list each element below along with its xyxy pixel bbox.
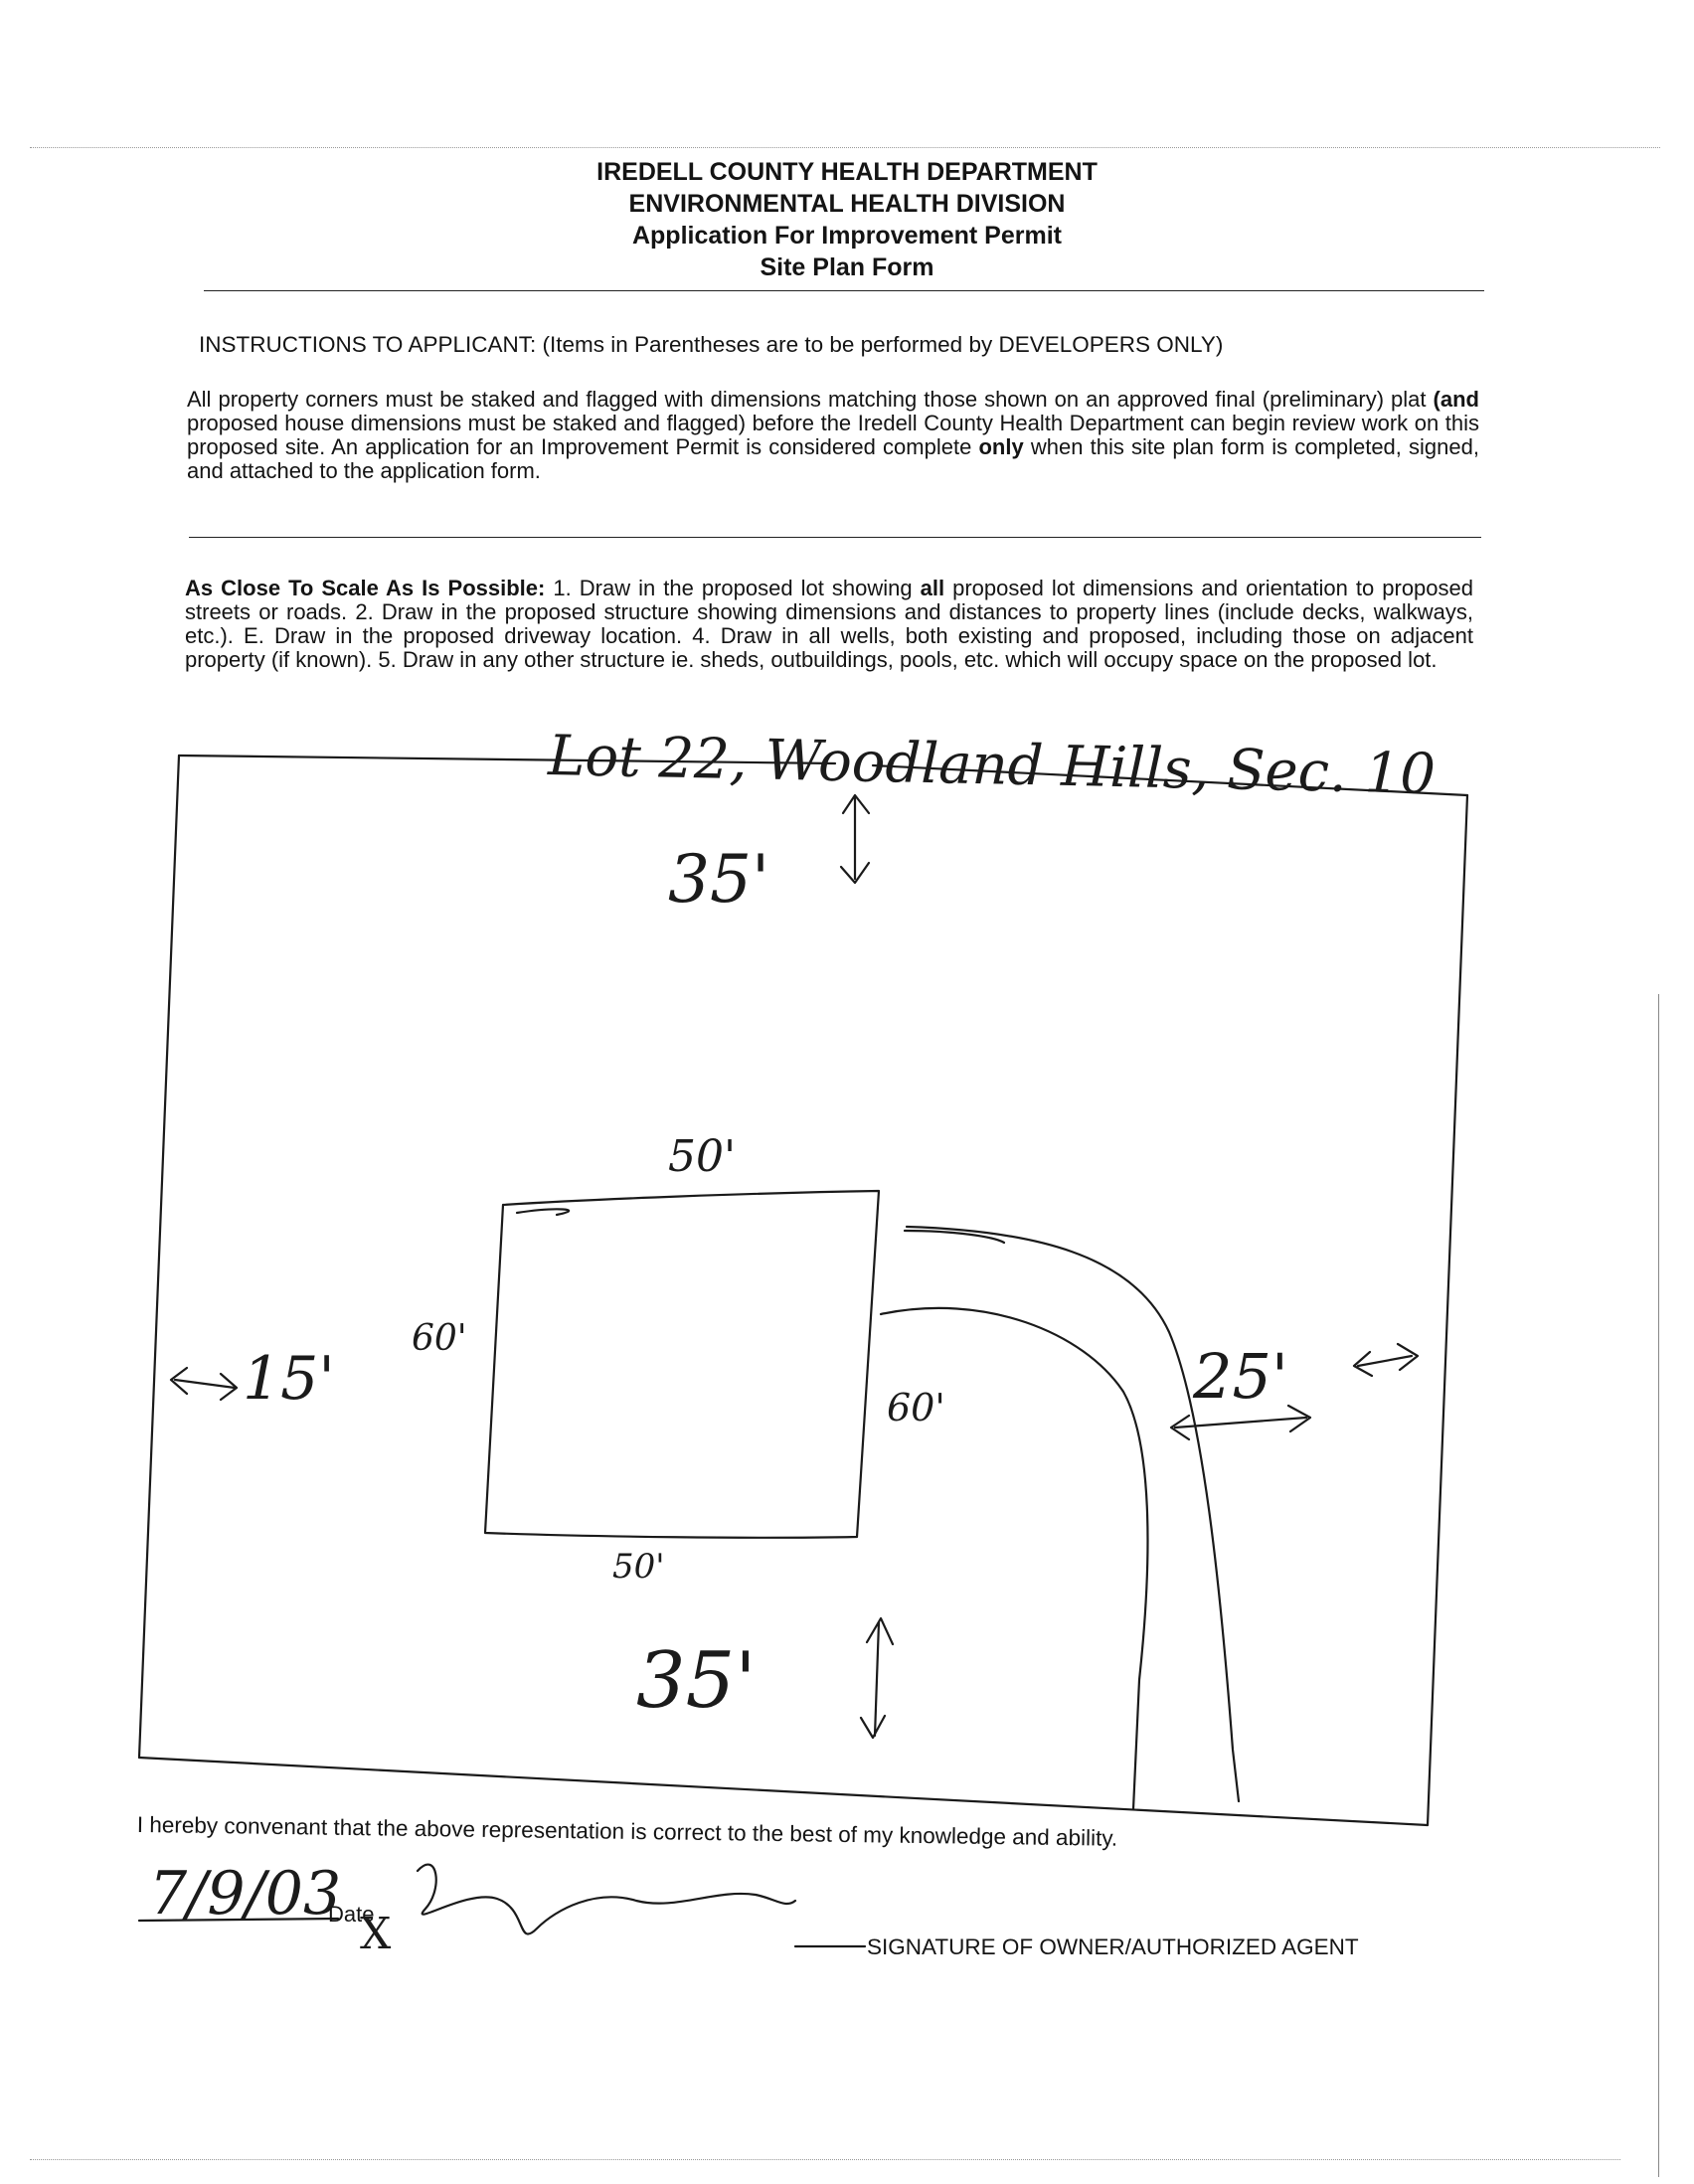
form-header-application: Application For Improvement Permit: [631, 222, 1062, 250]
instructions-bold-and: (and: [1433, 387, 1479, 412]
house-left-dimension: 60': [412, 1318, 467, 1359]
rear-setback-arrow: [861, 1618, 893, 1738]
right-scan-edge: [1658, 994, 1659, 2177]
signature-x-mark: X: [360, 1909, 392, 1959]
house-footprint: [485, 1191, 879, 1538]
right-setback-arrow-1: [1354, 1344, 1418, 1376]
instructions-text-mid: proposed house dimensions must be staked and flagged) before the Iredell County Health Department can begin review work on this proposed site. An application for an Improvement Permit is considered complete: [187, 411, 1479, 459]
front-setback-label: 35': [668, 841, 770, 918]
driveway-inner: [881, 1308, 1147, 1809]
signature-caption: SIGNATURE OF OWNER/AUTHORIZED AGENT: [867, 1934, 1359, 1959]
lot-boundary-left: [139, 756, 179, 1758]
signature-scribble: [418, 1865, 795, 1934]
scale-heading: As Close To Scale As Is Possible:: [185, 576, 546, 600]
instructions-text-lead: All property corners must be staked and flagged with dimensions matching those shown on an approved final (preliminary) plat: [187, 387, 1434, 412]
form-header-agency: IREDELL COUNTY HEALTH DEPARTMENT: [596, 158, 1098, 186]
scale-text-1: 1. Draw in the proposed lot showing: [545, 576, 921, 600]
driveway-outer: [907, 1227, 1239, 1801]
house-footprint-overstroke: [517, 1209, 569, 1215]
instructions-text-tail: when this site plan form is completed, signed, and attached to the application form.: [187, 434, 1479, 483]
instructions-bold-only: only: [978, 434, 1024, 459]
front-setback-arrow: [841, 795, 869, 883]
left-setback-label: 15': [243, 1344, 335, 1414]
form-header-division: ENVIRONMENTAL HEALTH DIVISION: [628, 190, 1066, 218]
left-setback-arrow: [171, 1368, 237, 1400]
bottom-scan-line: [30, 2159, 1620, 2160]
house-top-dimension: 50': [668, 1131, 737, 1182]
house-bottom-dimension: 50': [612, 1547, 665, 1587]
form-title: Site Plan Form: [760, 253, 934, 281]
date-label: Date: [328, 1902, 375, 1927]
signed-date: 7/9/03: [149, 1859, 342, 1929]
lot-boundary-right: [1428, 795, 1467, 1825]
rear-setback-label: 35': [636, 1636, 757, 1726]
instructions-heading: INSTRUCTIONS TO APPLICANT: (Items in Parentheses are to be performed by DEVELOPERS ONLY): [199, 332, 1224, 357]
scale-text-2: proposed lot dimensions and orientation to proposed streets or roads. 2. Draw in the proposed structure showing dimensions and distances to property lines (include decks, walkways, etc.). E. Draw in the proposed driveway location. 4. Draw in all wells, both existing and proposed, including those on adjacent property (if known). 5. Draw in any other structure ie. sheds, outbuildings, pools, etc. which will occupy space on the proposed lot.: [185, 576, 1474, 672]
certification-statement: I hereby convenant that the above representation is correct to the best of my knowledge and ability.: [136, 1811, 1118, 1851]
house-right-dimension: 60': [887, 1386, 945, 1429]
scale-bold-all: all: [920, 576, 945, 600]
right-setback-label: 25': [1193, 1340, 1288, 1413]
lot-title-label: Lot 22, Woodland Hills, Sec. 10: [547, 724, 1437, 807]
